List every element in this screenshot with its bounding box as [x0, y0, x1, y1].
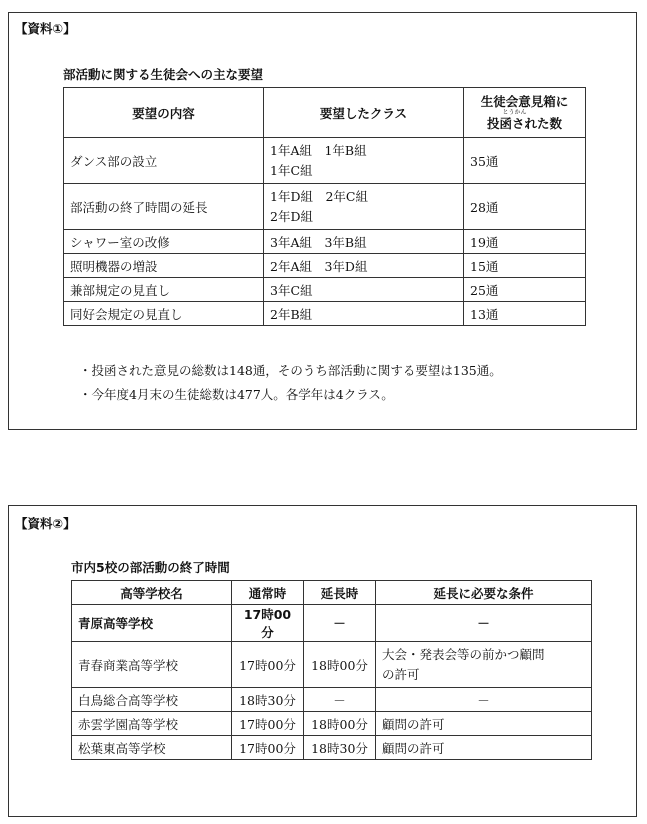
table-row — [64, 278, 586, 302]
cell-normal: 17時00分 — [232, 642, 304, 688]
table-row — [64, 138, 586, 184]
cell-content: 部活動の終了時間の延長 — [64, 184, 264, 230]
cell-classes-line1: 1年A組 1年B組 — [270, 142, 367, 158]
cell-condition: 顧問の許可 — [376, 712, 592, 736]
document-panel-2 — [8, 505, 637, 817]
header-row — [64, 88, 586, 138]
cell-extended: 18時00分 — [304, 712, 376, 736]
cell-extended: 18時30分 — [304, 736, 376, 760]
header-count-line1: 生徒会意見箱に — [480, 93, 569, 109]
cell-normal: 17時00分 — [232, 605, 304, 642]
table-row — [72, 712, 592, 736]
note-line: ・投函された意見の総数は148通，そのうち部活動に関する要望は135通。 — [79, 363, 502, 378]
cell-school: 赤雲学園高等学校 — [72, 712, 232, 736]
table-title: 部活動に関する生徒会への主な要望 — [63, 67, 264, 82]
table-row — [64, 230, 586, 254]
cell-content: ダンス部の設立 — [64, 138, 264, 184]
cell-count: 35通 — [464, 138, 586, 184]
header-count-ruby: とうかん — [502, 108, 527, 116]
cell-condition-line1: 大会・発表会等の前かつ顧問 — [382, 646, 545, 662]
cell-content: 兼部規定の見直し — [64, 278, 264, 302]
header-row — [72, 581, 592, 605]
header-condition: 延長に必要な条件 — [376, 581, 592, 605]
cell-school: 松葉東高等学校 — [72, 736, 232, 760]
panel-label: 【資料①】 — [15, 21, 76, 36]
cell-normal: 18時30分 — [232, 688, 304, 712]
header-classes: 要望したクラス — [264, 88, 464, 138]
cell-classes-line2: 2年D組 — [270, 208, 313, 224]
cell-classes — [264, 184, 464, 230]
cell-classes: 2年B組 — [264, 302, 464, 326]
cell-extended: － — [304, 688, 376, 712]
header-extended: 延長時 — [304, 581, 376, 605]
table-row — [72, 688, 592, 712]
cell-count: 28通 — [464, 184, 586, 230]
cell-classes-line2: 1年C組 — [270, 162, 313, 178]
table-row — [72, 642, 592, 688]
cell-content: 照明機器の増設 — [64, 254, 264, 278]
table-row — [72, 736, 592, 760]
table-title: 市内5校の部活動の終了時間 — [71, 560, 230, 575]
requests-table — [63, 87, 586, 326]
header-normal: 通常時 — [232, 581, 304, 605]
table-row — [64, 302, 586, 326]
cell-classes — [264, 138, 464, 184]
cell-condition — [376, 642, 592, 688]
cell-extended: － — [304, 605, 376, 642]
table-row — [64, 184, 586, 230]
cell-classes: 3年C組 — [264, 278, 464, 302]
cell-condition-line2: の許可 — [382, 666, 420, 682]
cell-count: 15通 — [464, 254, 586, 278]
header-count-line2: 投函された数 — [486, 115, 562, 131]
cell-condition: － — [376, 605, 592, 642]
table-row — [64, 254, 586, 278]
panel-label: 【資料②】 — [15, 516, 76, 531]
cell-count: 19通 — [464, 230, 586, 254]
header-content: 要望の内容 — [64, 88, 264, 138]
document-panel-1 — [8, 12, 637, 430]
cell-classes: 3年A組 3年B組 — [264, 230, 464, 254]
cell-content: 同好会規定の見直し — [64, 302, 264, 326]
cell-count: 25通 — [464, 278, 586, 302]
cell-extended: 18時00分 — [304, 642, 376, 688]
cell-classes-line1: 1年D組 2年C組 — [270, 188, 368, 204]
header-count — [464, 88, 586, 138]
cell-normal: 17時00分 — [232, 712, 304, 736]
cell-count: 13通 — [464, 302, 586, 326]
cell-normal: 17時00分 — [232, 736, 304, 760]
note-line: ・今年度4月末の生徒総数は477人。各学年は4クラス。 — [79, 387, 394, 402]
schools-table — [71, 580, 592, 760]
table-row — [72, 605, 592, 642]
cell-school: 白鳥総合高等学校 — [72, 688, 232, 712]
header-school: 高等学校名 — [72, 581, 232, 605]
cell-content: シャワー室の改修 — [64, 230, 264, 254]
cell-condition: － — [376, 688, 592, 712]
cell-classes: 2年A組 3年D組 — [264, 254, 464, 278]
cell-school: 青原高等学校 — [72, 605, 232, 642]
cell-condition: 顧問の許可 — [376, 736, 592, 760]
cell-school: 青春商業高等学校 — [72, 642, 232, 688]
